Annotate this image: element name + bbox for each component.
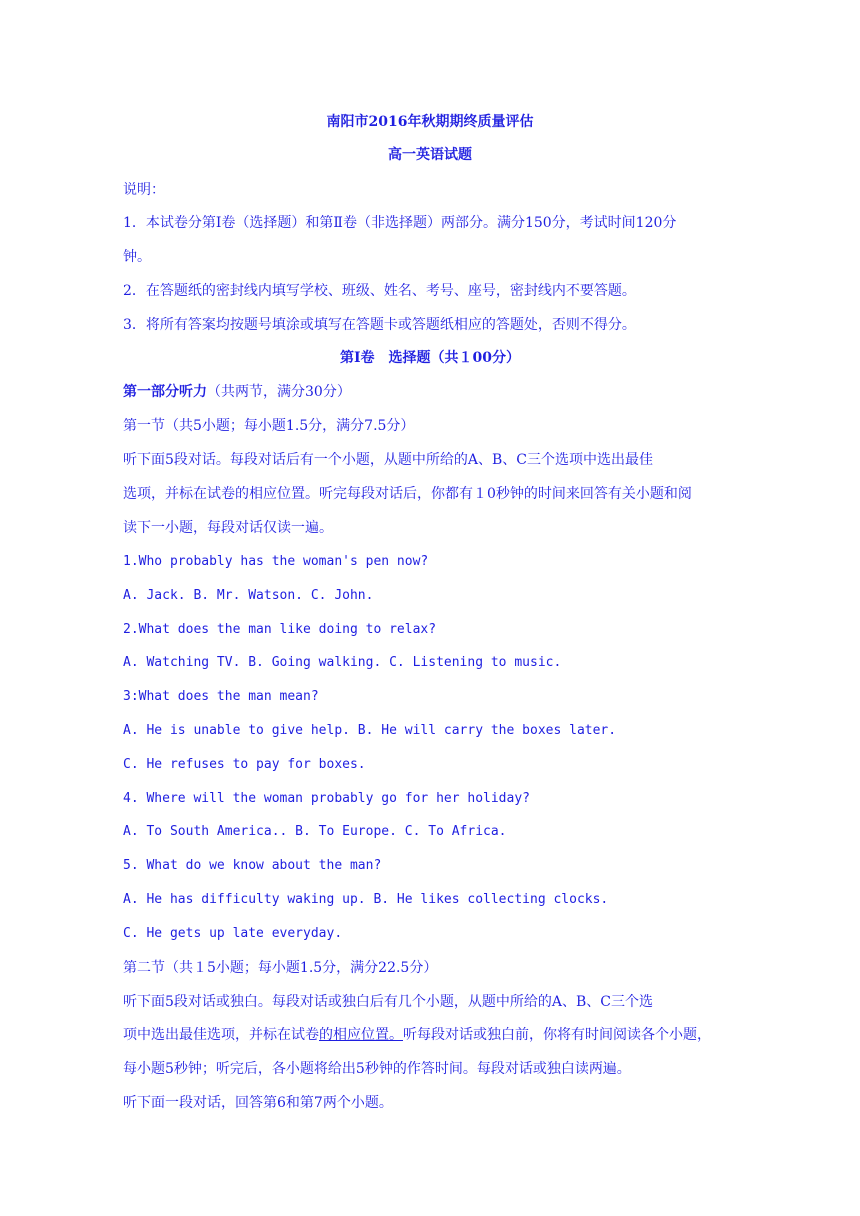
question-3-options-line-2: C. He refuses to pay for boxes. [123, 757, 366, 772]
note-1-line-1: 1．本试卷分第Ⅰ卷（选择题）和第Ⅱ卷（非选择题）两部分。满分150分，考试时间120分 [123, 215, 677, 231]
section-1-instructions-line-3: 读下一小题，每段对话仅读一遍。 [123, 520, 333, 536]
question-2: 2.What does the man like doing to relax? [123, 622, 437, 637]
question-5-options-line-2: C. He gets up late everyday. [123, 926, 343, 941]
question-3: 3:What does the man mean? [123, 689, 319, 704]
question-3-options-line-1: A. He is unable to give help. B. He will carry the boxes later. [123, 723, 617, 738]
exam-title: 南阳市2016年秋期期终质量评估 [326, 114, 534, 130]
section-1-instructions-line-2: 选项，并标在试卷的相应位置。听完每段对话后，你都有１0秒钟的时间来回答有关小题和阅 [123, 486, 692, 502]
section-2-instr-underlined: 的相应位置。 [319, 1027, 403, 1043]
section-2-instructions-line-2 [123, 1026, 711, 1044]
section-1-instructions-line-1: 听下面5段对话。每段对话后有一个小题，从题中所给的A、B、C三个选项中选出最佳 [123, 452, 654, 468]
volume-1-title: 第Ⅰ卷 选择题（共１00分） [339, 350, 521, 366]
section-2-instr-pre: 项中选出最佳选项，并标在试卷 [123, 1027, 319, 1043]
section-2-title: 第二节（共１5小题；每小题1.5分，满分22.5分） [123, 960, 438, 976]
question-4-options: A. To South America.. B. To Europe. C. To Africa. [123, 824, 507, 839]
question-1: 1.Who probably has the woman's pen now? [123, 554, 429, 569]
note-1-line-2: 钟。 [123, 249, 151, 265]
question-2-options: A. Watching TV. B. Going walking. C. Listening to music. [123, 655, 562, 670]
part-1-title-rest: （共两节，满分30分） [207, 384, 351, 400]
section-2-instructions-line-1: 听下面5段对话或独白。每段对话或独白后有几个小题，从题中所给的A、B、C三个选 [123, 994, 654, 1010]
question-5: 5. What do we know about the man? [123, 858, 382, 873]
note-2: 2．在答题纸的密封线内填写学校、班级、姓名、考号、座号，密封线内不要答题。 [123, 283, 636, 299]
part-1-title-bold: 第一部分听力 [123, 384, 207, 400]
exam-subtitle: 高一英语试题 [388, 147, 472, 163]
section-2-instructions-line-3: 每小题5秒钟；听完后，各小题将给出5秒钟的作答时间。每段对话或独白读两遍。 [123, 1061, 631, 1077]
question-1-options: A. Jack. B. Mr. Watson. C. John. [123, 588, 374, 603]
question-4: 4. Where will the woman probably go for her holiday? [123, 791, 530, 806]
question-5-options-line-1: A. He has difficulty waking up. B. He likes collecting clocks. [123, 892, 609, 907]
section-2-instructions-line-4: 听下面一段对话，回答第6和第7两个小题。 [123, 1095, 393, 1111]
note-3: 3．将所有答案均按题号填涂或填写在答题卡或答题纸相应的答题处，否则不得分。 [123, 317, 636, 333]
notes-label: 说明： [123, 182, 165, 198]
section-2-instr-post: 听每段对话或独白前，你将有时间阅读各个小题， [403, 1027, 711, 1043]
section-1-title: 第一节（共5小题；每小题1.5分，满分7.5分） [123, 418, 415, 434]
part-1-title [123, 383, 351, 401]
